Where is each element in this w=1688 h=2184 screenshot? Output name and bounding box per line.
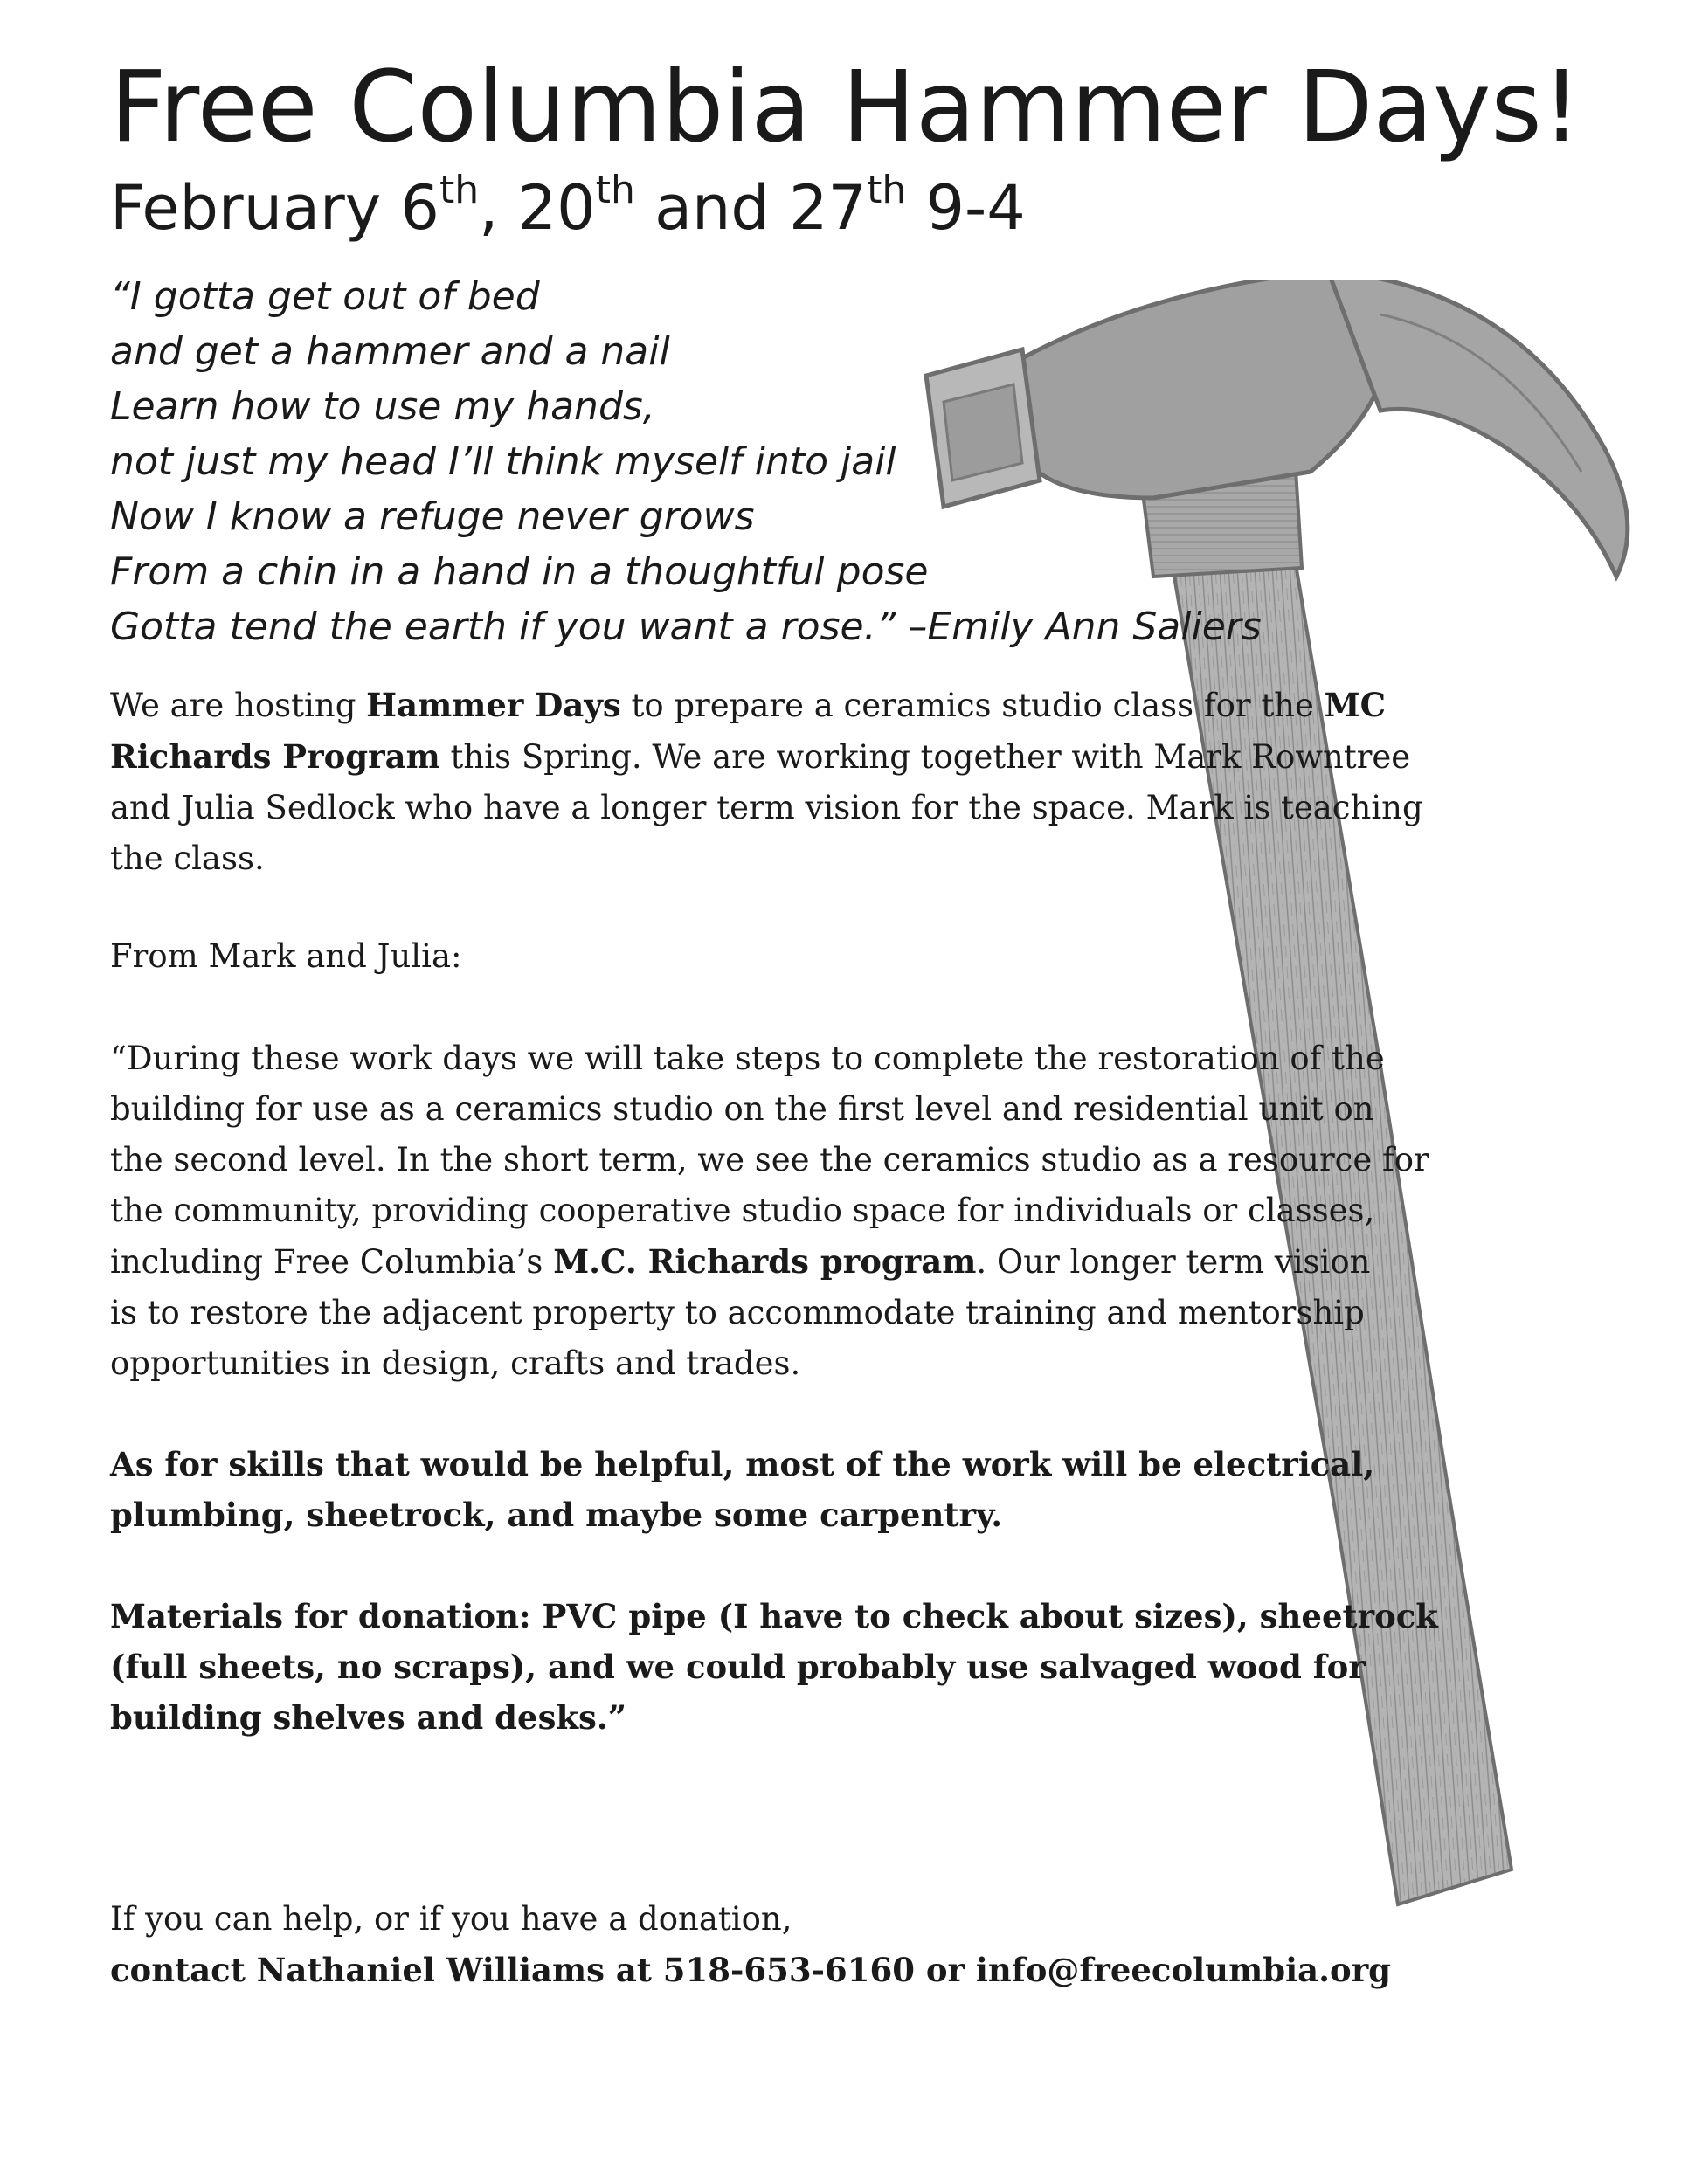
song-quote	[110, 269, 1262, 654]
page-title: Free Columbia Hammer Days!	[110, 51, 1581, 164]
statement-paragraph: “During these work days we will take steps to complete the restoration of the building for use as a ceramics studio on the first level and residential unit on the second level. In the short term, we see the ceramics studio as a resource for the community, providing cooperative studio space for individuals or classes, including Free Columbia’s M.C. Richards program. Our longer term vision is to restore the adjacent property to accommodate training and mentorship opportunities in design, crafts and trades.	[110, 1040, 1429, 1382]
quote-line: Now I know a refuge never grows	[110, 494, 755, 539]
event-dates: February 6th, 20th and 27th 9-4	[110, 168, 1026, 244]
skills-paragraph: As for skills that would be helpful, most of the work will be electrical, plumbing, sheetrock, and maybe some carpentry.	[110, 1445, 1375, 1534]
quote-line: and get a hammer and a nail	[110, 329, 670, 374]
quote-line: Gotta tend the earth if you want a rose.” –Emily Ann Saliers	[110, 605, 1262, 649]
contact-paragraph: If you can help, or if you have a donation, contact Nathaniel Williams at 518-653-6160 or info@freecolumbia.org	[110, 1894, 1391, 1995]
quote-line: “I gotta get out of bed	[110, 274, 540, 319]
from-line: From Mark and Julia:	[110, 937, 462, 975]
quote-line: From a chin in a hand in a thoughtful pose	[110, 549, 929, 594]
intro-paragraph: We are hosting Hammer Days to prepare a ceramics studio class for the MC Richards Program this Spring. We are working together with Mark Rowntree and Julia Sedlock who have a longer term vision for the space. Mark is teaching the class.	[110, 686, 1423, 877]
hammer-claw	[1328, 280, 1628, 577]
contact-info: contact Nathaniel Williams at 518-653-6160 or info@freecolumbia.org	[110, 1951, 1392, 1989]
quote-line: Learn how to use my hands,	[110, 384, 655, 429]
quote-line: not just my head I’ll think myself into jail	[110, 439, 896, 484]
materials-paragraph: Materials for donation: PVC pipe (I have to check about sizes), sheetrock (full sheets, no scraps), and we could probably use salvaged wood for building shelves and desks.”	[110, 1597, 1438, 1737]
